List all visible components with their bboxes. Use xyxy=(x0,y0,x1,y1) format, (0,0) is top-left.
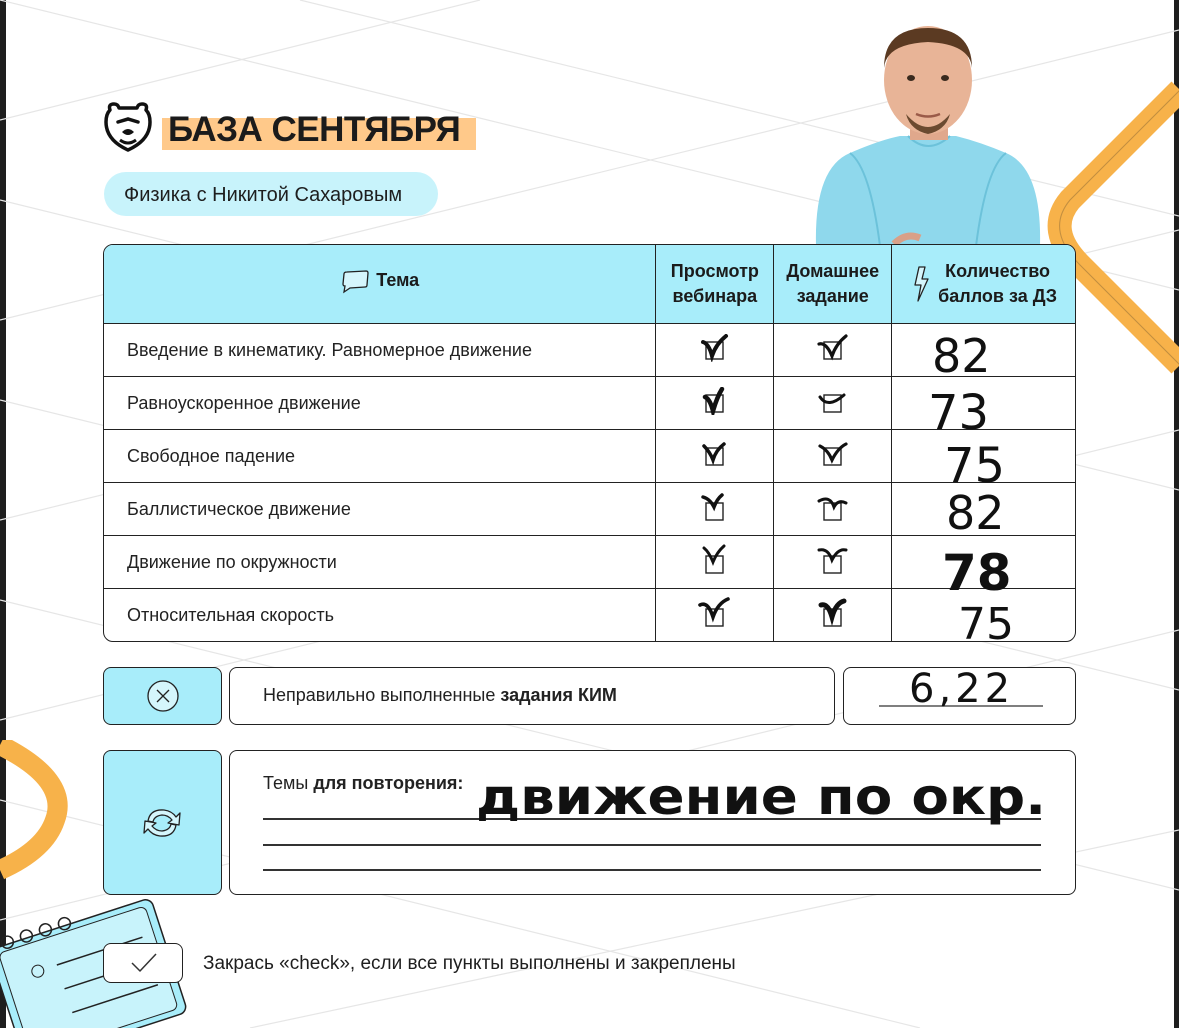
topics-table xyxy=(103,244,1076,650)
bear-logo-icon xyxy=(104,102,152,152)
column-webinar-label-1: Просмотр xyxy=(670,261,759,281)
checkmark-icon xyxy=(700,334,730,362)
score-value: 75 xyxy=(958,599,1015,650)
checkmark-icon xyxy=(700,387,730,415)
homework-checkbox[interactable] xyxy=(774,377,892,430)
score-handwriting xyxy=(914,536,1064,602)
subtitle: Физика с Никитой Сахаровым xyxy=(124,184,403,206)
refresh-icon xyxy=(140,803,184,843)
table-header-row xyxy=(104,245,1075,324)
score-cell xyxy=(892,324,1075,383)
checkmark-icon xyxy=(698,597,732,629)
repeat-value: движение по окр. xyxy=(476,768,1046,826)
topic-cell: Введение в кинематику. Равномерное движение xyxy=(104,324,656,377)
checkmark-icon xyxy=(816,440,850,468)
checkmark-icon xyxy=(700,493,730,521)
table-row xyxy=(104,430,1075,483)
topic-cell: Относительная скорость xyxy=(104,589,656,641)
webinar-checkbox[interactable] xyxy=(656,377,774,430)
repeat-icon-box xyxy=(103,750,222,895)
kim-label: Неправильно выполненные задания КИМ xyxy=(263,685,617,705)
check-button[interactable] xyxy=(103,943,183,983)
table-row xyxy=(104,536,1075,589)
webinar-checkbox[interactable] xyxy=(656,483,774,536)
column-webinar xyxy=(656,245,774,324)
score-value: 82 xyxy=(932,329,991,383)
repeat-label: Темы для повторения: xyxy=(263,773,464,793)
checkmark-icon xyxy=(700,544,730,576)
table-row xyxy=(104,377,1075,430)
column-score-label-1: Количество xyxy=(945,260,1051,281)
checkmark-icon xyxy=(816,334,850,362)
teacher-photo xyxy=(810,18,1046,246)
column-score-label-2: баллов за ДЗ xyxy=(938,285,1058,306)
chat-icon xyxy=(340,268,370,294)
homework-checkbox[interactable] xyxy=(774,430,892,483)
webinar-checkbox[interactable] xyxy=(656,589,774,641)
kim-icon-box xyxy=(103,667,222,725)
column-homework xyxy=(774,245,892,324)
writing-line xyxy=(263,869,1041,871)
column-topic xyxy=(104,245,656,324)
score-cell xyxy=(892,377,1075,441)
score-value: 78 xyxy=(942,544,1012,602)
table-row xyxy=(104,589,1075,641)
checkmark-icon xyxy=(700,440,730,468)
score-value: 73 xyxy=(928,385,990,441)
topic-cell: Равноускоренное движение xyxy=(104,377,656,430)
homework-checkbox[interactable] xyxy=(774,536,892,589)
score-cell xyxy=(892,536,1075,602)
writing-line xyxy=(263,844,1041,846)
homework-checkbox[interactable] xyxy=(774,483,892,536)
homework-checkbox[interactable] xyxy=(774,589,892,641)
footer-note: Закрась «check», если все пункты выполнены и закреплены xyxy=(203,953,736,974)
score-handwriting xyxy=(914,377,1064,441)
webinar-checkbox[interactable] xyxy=(656,536,774,589)
webinar-checkbox[interactable] xyxy=(656,430,774,483)
checkmark-icon xyxy=(129,951,159,975)
homework-checkbox[interactable] xyxy=(774,324,892,377)
page-title: БАЗА СЕНТЯБРЯ xyxy=(168,110,461,149)
column-homework-label-2: задание xyxy=(796,286,869,306)
checkmark-icon xyxy=(816,544,850,576)
score-cell xyxy=(892,589,1075,650)
score-handwriting xyxy=(914,324,1064,384)
kim-value: 6,22 xyxy=(909,666,1015,712)
topic-cell: Движение по окружности xyxy=(104,536,656,589)
repeat-handwriting xyxy=(470,756,1070,836)
score-handwriting xyxy=(914,430,1064,494)
cross-circle-icon xyxy=(143,676,183,716)
score-handwriting xyxy=(914,483,1064,543)
score-value: 75 xyxy=(944,438,1006,494)
decorative-orange-shape-left xyxy=(0,740,80,880)
checkmark-icon xyxy=(816,387,850,415)
kim-handwriting xyxy=(843,660,1076,730)
score-cell xyxy=(892,430,1075,494)
column-topic-label: Тема xyxy=(376,270,420,290)
score-handwriting xyxy=(914,589,1064,650)
table-row xyxy=(104,324,1075,377)
column-homework-label-1: Домашнее xyxy=(786,261,880,281)
lightning-icon xyxy=(910,265,932,303)
checkmark-icon xyxy=(816,597,850,629)
table-row xyxy=(104,483,1075,536)
topic-cell: Свободное падение xyxy=(104,430,656,483)
webinar-checkbox[interactable] xyxy=(656,324,774,377)
column-webinar-label-2: вебинара xyxy=(672,286,758,306)
score-cell xyxy=(892,483,1075,540)
score-value: 82 xyxy=(946,486,1005,540)
checkmark-icon xyxy=(816,493,850,521)
column-score xyxy=(892,245,1075,324)
topic-cell: Баллистическое движение xyxy=(104,483,656,536)
